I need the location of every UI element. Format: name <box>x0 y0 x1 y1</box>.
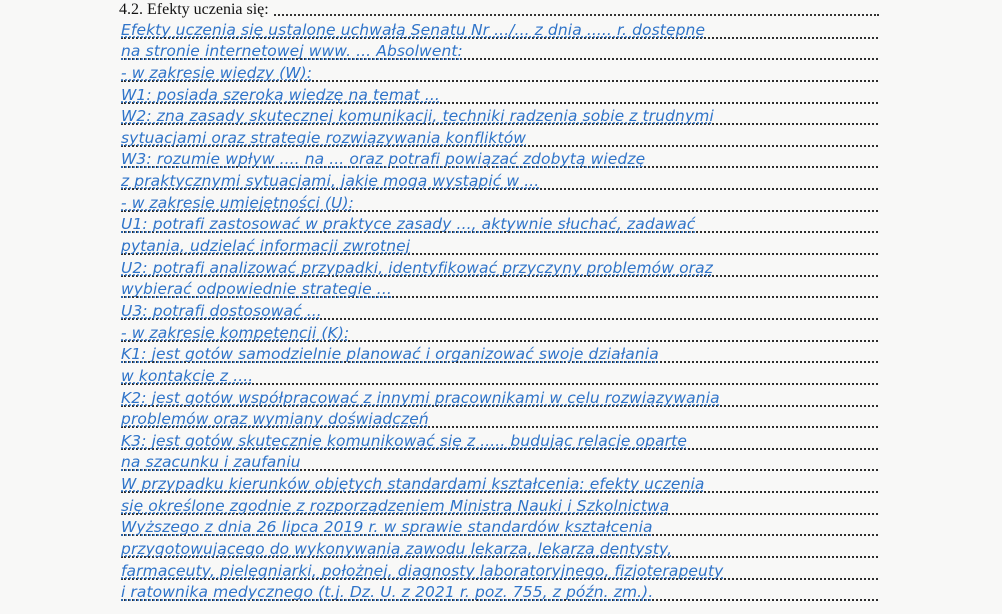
fill-line <box>121 583 878 605</box>
fill-line <box>121 215 878 237</box>
handwritten-text: W3: rozumie wpływ .... na ... oraz potrafi powiązać zdobytą wiedzę <box>121 150 646 169</box>
fill-line <box>121 85 878 107</box>
fill-line <box>121 258 878 280</box>
handwritten-text: Wyższego z dnia 26 lipca 2019 r. w sprawie standardów kształcenia <box>121 518 653 537</box>
handwritten-text: K2: jest gotów współpracować z innymi pracownikami w celu rozwiązywania <box>121 388 720 407</box>
fill-line <box>121 518 878 540</box>
handwritten-text: przygotowującego do wykonywania zawodu lekarza, lekarza dentysty, <box>121 540 673 559</box>
handwritten-text: z praktycznymi sytuacjami, jakie mogą wystąpić w ... <box>121 172 540 191</box>
handwritten-text: się określone zgodnie z rozporządzeniem Ministra Nauki i Szkolnictwa <box>121 496 670 515</box>
handwritten-text: problemów oraz wymiany doświadczeń <box>121 410 429 429</box>
fill-line <box>121 431 878 453</box>
handwritten-text: pytania, udzielać informacji zwrotnej <box>121 237 411 256</box>
handwritten-text: - w zakresie wiedzy (W): <box>121 63 313 82</box>
fill-line <box>121 236 878 258</box>
fill-line <box>121 63 878 85</box>
handwritten-text: w kontakcie z .... <box>121 366 254 385</box>
fill-line <box>121 453 878 475</box>
section-heading: 4.2. Efekty uczenia się: <box>119 1 273 18</box>
fill-line <box>121 561 878 583</box>
handwritten-text: farmaceuty, pielęgniarki, położnej, diagnosty laboratoryjnego, fizjoterapeuty <box>121 561 724 580</box>
handwritten-text: U1: potrafi zastosować w praktyce zasady ..., aktywnie słuchać, zadawać <box>121 215 696 234</box>
handwritten-text: i ratownika medycznego (t.j. Dz. U. z 2021 r. poz. 755, z późn. zm.). <box>121 583 654 602</box>
fill-line <box>121 42 878 64</box>
handwritten-text: W przypadku kierunków objętych standardami kształcenia: efekty uczenia <box>121 475 705 494</box>
fill-line <box>121 366 878 388</box>
handwritten-text: wybierać odpowiednie strategie ... <box>121 280 392 299</box>
fill-line <box>121 301 878 323</box>
fill-line <box>121 128 878 150</box>
fill-line <box>121 345 878 367</box>
handwritten-text: U2: potrafi analizować przypadki, identyfikować przyczyny problemów oraz <box>121 258 713 277</box>
fill-line <box>121 280 878 302</box>
fill-line <box>121 539 878 561</box>
fill-line <box>121 193 878 215</box>
section-heading-row <box>119 0 879 20</box>
handwritten-fill-lines <box>121 20 878 604</box>
fill-line <box>121 150 878 172</box>
handwritten-text: na stronie internetowej www. ... Absolwent: <box>121 42 463 61</box>
fill-line <box>121 410 878 432</box>
handwritten-text: W2: zna zasady skutecznej komunikacji, techniki radzenia sobie z trudnymi <box>121 107 714 126</box>
handwritten-text: - w zakresie kompetencji (K): <box>121 323 350 342</box>
fill-line <box>121 20 878 42</box>
fill-line <box>121 107 878 129</box>
fill-line <box>121 388 878 410</box>
fill-line <box>121 323 878 345</box>
fill-line <box>121 171 878 193</box>
handwritten-text: - w zakresie umiejętności (U): <box>121 193 354 212</box>
handwritten-text: U3: potrafi dostosować ... <box>121 301 322 320</box>
handwritten-text: K1: jest gotów samodzielnie planować i organizować swoje działania <box>121 345 659 364</box>
fill-line <box>121 496 878 518</box>
handwritten-text: Efekty uczenia się ustalone uchwałą Senatu Nr .../... z dnia ..... r. dostępne <box>121 20 706 39</box>
handwritten-text: K3: jest gotów skutecznie komunikować się z ..... budując relacje oparte <box>121 431 687 450</box>
handwritten-text: W1: posiada szeroką wiedzę na temat ... <box>121 85 440 104</box>
fill-line <box>121 474 878 496</box>
handwritten-text: sytuacjami oraz strategie rozwiązywania konfliktów <box>121 128 527 147</box>
handwritten-text: na szacunku i zaufaniu <box>121 453 301 472</box>
